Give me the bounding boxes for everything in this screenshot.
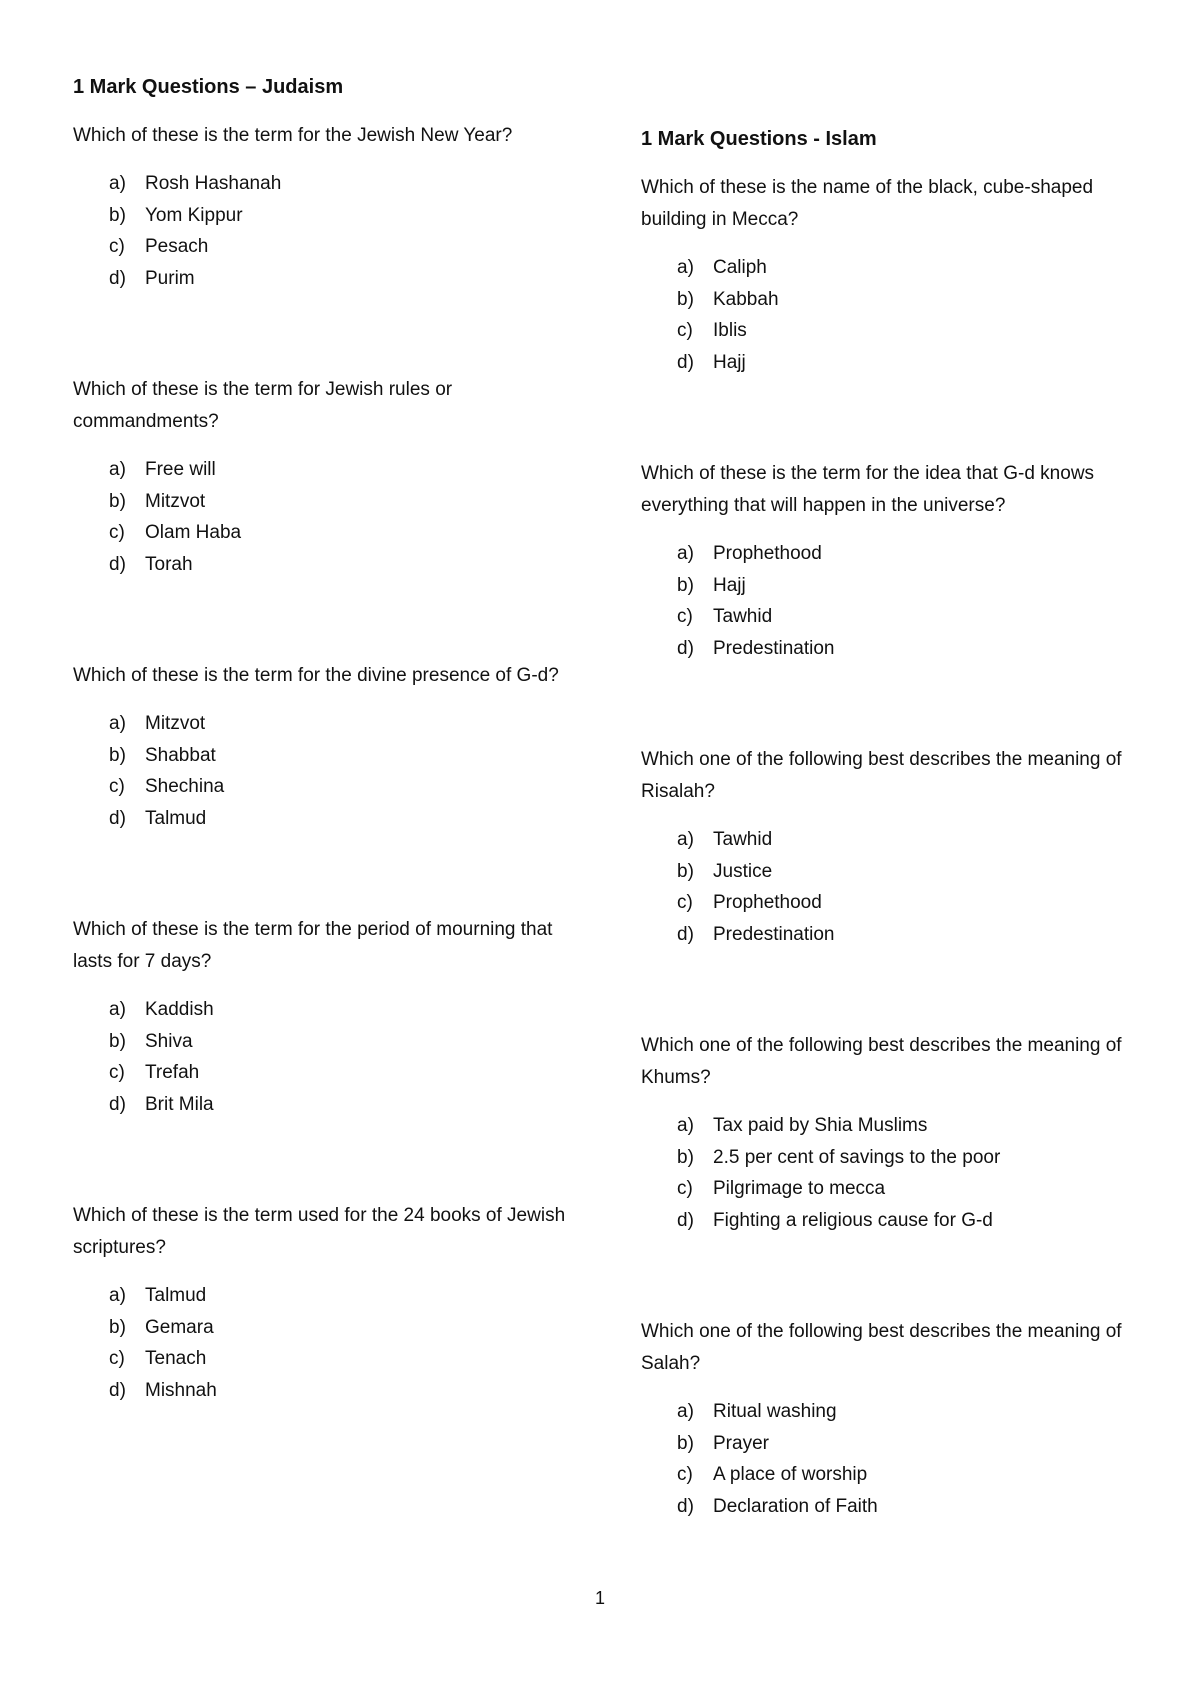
option-letter: c)	[677, 892, 693, 913]
option-text: Ritual washing	[713, 1401, 837, 1422]
question-text: Which of these is the term for the Jewish New Year?	[73, 125, 513, 146]
answer-options	[73, 454, 573, 580]
option-letter: d)	[677, 637, 694, 659]
question-block	[641, 458, 1161, 664]
option-letter: d)	[109, 553, 126, 575]
question-block	[73, 914, 573, 1120]
option-letter: b)	[109, 744, 126, 766]
answer-option	[109, 708, 573, 740]
answer-option	[109, 740, 573, 772]
answer-option	[109, 994, 573, 1026]
answer-options	[73, 1280, 573, 1406]
answer-options	[73, 994, 573, 1120]
judaism-question-list	[73, 120, 573, 1406]
answer-option	[109, 803, 573, 835]
option-text: Kaddish	[145, 999, 214, 1020]
page-number: 1	[594, 1588, 605, 1608]
question-block	[73, 660, 573, 834]
answer-option	[109, 168, 573, 200]
option-text: Rosh Hashanah	[145, 173, 282, 194]
option-letter: a)	[109, 999, 126, 1020]
question-block	[641, 744, 1161, 950]
answer-option	[677, 1396, 1161, 1428]
option-letter: a)	[109, 459, 126, 480]
answer-option	[677, 1205, 1161, 1237]
question-text: Which one of the following best describes the meaning of Salah?	[641, 1321, 1122, 1374]
answer-options	[641, 1396, 1161, 1522]
option-text: Talmud	[145, 1285, 207, 1306]
answer-option	[109, 200, 573, 232]
answer-option	[109, 1375, 573, 1407]
answer-option	[109, 549, 573, 581]
answer-option	[677, 570, 1161, 602]
question-text: Which of these is the term for the idea that G-d knows everything that will happen in the universe?	[641, 463, 1095, 516]
islam-question-list	[641, 172, 1161, 1522]
option-text: 2.5 per cent of savings to the poor	[713, 1146, 1001, 1168]
option-text: Shiva	[145, 1030, 193, 1052]
option-text: Predestination	[713, 637, 835, 659]
option-letter: b)	[677, 1146, 694, 1168]
question-text: Which of these is the term for Jewish rules or commandments?	[73, 379, 453, 432]
option-letter: d)	[677, 1495, 694, 1517]
option-letter: c)	[677, 1464, 693, 1485]
option-letter: c)	[677, 320, 693, 341]
option-text: Fighting a religious cause for G-d	[713, 1209, 993, 1231]
option-letter: a)	[677, 257, 694, 278]
option-text: Hajj	[713, 351, 746, 373]
question-text: Which of these is the term for the divine presence of G-d?	[73, 665, 559, 686]
option-letter: a)	[109, 713, 126, 734]
option-text: Mitzvot	[145, 713, 206, 734]
option-letter: d)	[677, 1209, 694, 1231]
option-letter: b)	[109, 1316, 126, 1338]
answer-option	[677, 1459, 1161, 1491]
option-text: Mishnah	[145, 1379, 217, 1401]
answer-option	[677, 887, 1161, 919]
answer-option	[109, 263, 573, 295]
option-text: Prophethood	[713, 543, 822, 564]
answer-option	[677, 538, 1161, 570]
option-letter: b)	[109, 204, 126, 226]
answer-option	[109, 1026, 573, 1058]
answer-options	[641, 824, 1161, 950]
option-text: Trefah	[145, 1062, 200, 1083]
option-letter: a)	[677, 1115, 694, 1136]
option-letter: c)	[109, 776, 125, 797]
answer-option	[677, 315, 1161, 347]
option-text: Iblis	[713, 320, 747, 341]
option-text: Mitzvot	[145, 490, 206, 512]
answer-option	[109, 231, 573, 263]
option-text: Kabbah	[713, 288, 779, 310]
option-letter: a)	[677, 829, 694, 850]
answer-option	[677, 919, 1161, 951]
answer-option	[109, 1057, 573, 1089]
option-letter: c)	[677, 606, 693, 627]
option-letter: a)	[109, 173, 126, 194]
answer-option	[677, 856, 1161, 888]
question-text: Which of these is the term used for the 24 books of Jewish scriptures?	[73, 1205, 566, 1258]
option-text: Justice	[713, 860, 773, 882]
option-text: Declaration of Faith	[713, 1495, 878, 1517]
answer-options	[641, 538, 1161, 664]
option-letter: b)	[677, 1432, 694, 1454]
section-heading-islam: 1 Mark Questions - Islam	[641, 128, 877, 150]
option-letter: c)	[677, 1178, 693, 1199]
option-text: Brit Mila	[145, 1093, 214, 1115]
option-letter: d)	[109, 807, 126, 829]
option-letter: d)	[109, 1093, 126, 1115]
answer-option	[677, 1110, 1161, 1142]
answer-option	[677, 252, 1161, 284]
option-text: Caliph	[713, 257, 767, 278]
option-letter: b)	[677, 860, 694, 882]
question-block	[641, 1030, 1161, 1236]
option-letter: b)	[677, 574, 694, 596]
question-block	[73, 374, 573, 580]
option-text: A place of worship	[713, 1464, 868, 1485]
option-letter: a)	[677, 543, 694, 564]
judaism-column	[73, 72, 573, 1486]
answer-option	[677, 824, 1161, 856]
answer-options	[641, 1110, 1161, 1236]
question-block	[73, 120, 573, 294]
option-text: Free will	[145, 459, 216, 480]
option-text: Pilgrimage to mecca	[713, 1178, 886, 1199]
answer-options	[73, 708, 573, 834]
answer-option	[677, 1428, 1161, 1460]
islam-column	[641, 124, 1161, 1602]
option-letter: d)	[677, 351, 694, 373]
option-text: Prayer	[713, 1432, 769, 1454]
option-letter: d)	[677, 923, 694, 945]
answer-option	[677, 1173, 1161, 1205]
option-letter: d)	[109, 1379, 126, 1401]
question-text: Which of these is the name of the black, cube-shaped building in Mecca?	[641, 177, 1094, 230]
option-text: Tax paid by Shia Muslims	[713, 1115, 928, 1136]
option-letter: b)	[677, 288, 694, 310]
option-text: Shechina	[145, 776, 225, 797]
answer-option	[677, 1491, 1161, 1523]
answer-option	[677, 284, 1161, 316]
option-letter: a)	[109, 1285, 126, 1306]
option-text: Shabbat	[145, 744, 216, 766]
question-block	[641, 172, 1161, 378]
option-letter: b)	[109, 490, 126, 512]
answer-option	[109, 1280, 573, 1312]
answer-option	[109, 771, 573, 803]
option-text: Hajj	[713, 574, 746, 596]
answer-option	[109, 1343, 573, 1375]
answer-option	[677, 633, 1161, 665]
answer-options	[641, 252, 1161, 378]
question-text: Which one of the following best describes the meaning of Risalah?	[641, 749, 1122, 802]
option-letter: b)	[109, 1030, 126, 1052]
option-text: Olam Haba	[145, 522, 242, 543]
option-letter: c)	[109, 1062, 125, 1083]
answer-options	[73, 168, 573, 294]
section-heading-judaism: 1 Mark Questions – Judaism	[73, 76, 344, 98]
option-text: Yom Kippur	[145, 204, 243, 226]
answer-option	[677, 1142, 1161, 1174]
answer-option	[677, 347, 1161, 379]
answer-option	[109, 486, 573, 518]
option-text: Tawhid	[713, 606, 773, 627]
option-text: Tenach	[145, 1348, 207, 1369]
option-text: Tawhid	[713, 829, 773, 850]
question-text: Which of these is the term for the period of mourning that lasts for 7 days?	[73, 919, 553, 972]
option-text: Pesach	[145, 236, 209, 257]
option-letter: a)	[677, 1401, 694, 1422]
answer-option	[109, 517, 573, 549]
option-text: Torah	[145, 553, 193, 575]
option-text: Predestination	[713, 923, 835, 945]
answer-option	[677, 601, 1161, 633]
answer-option	[109, 1089, 573, 1121]
option-letter: d)	[109, 267, 126, 289]
option-letter: c)	[109, 236, 125, 257]
option-text: Prophethood	[713, 892, 822, 913]
option-text: Talmud	[145, 807, 207, 829]
option-letter: c)	[109, 522, 125, 543]
answer-option	[109, 1312, 573, 1344]
answer-option	[109, 454, 573, 486]
question-block	[73, 1200, 573, 1406]
option-text: Purim	[145, 267, 195, 289]
option-text: Gemara	[145, 1316, 214, 1338]
question-block	[641, 1316, 1161, 1522]
question-text: Which one of the following best describes the meaning of Khums?	[641, 1035, 1122, 1088]
option-letter: c)	[109, 1348, 125, 1369]
